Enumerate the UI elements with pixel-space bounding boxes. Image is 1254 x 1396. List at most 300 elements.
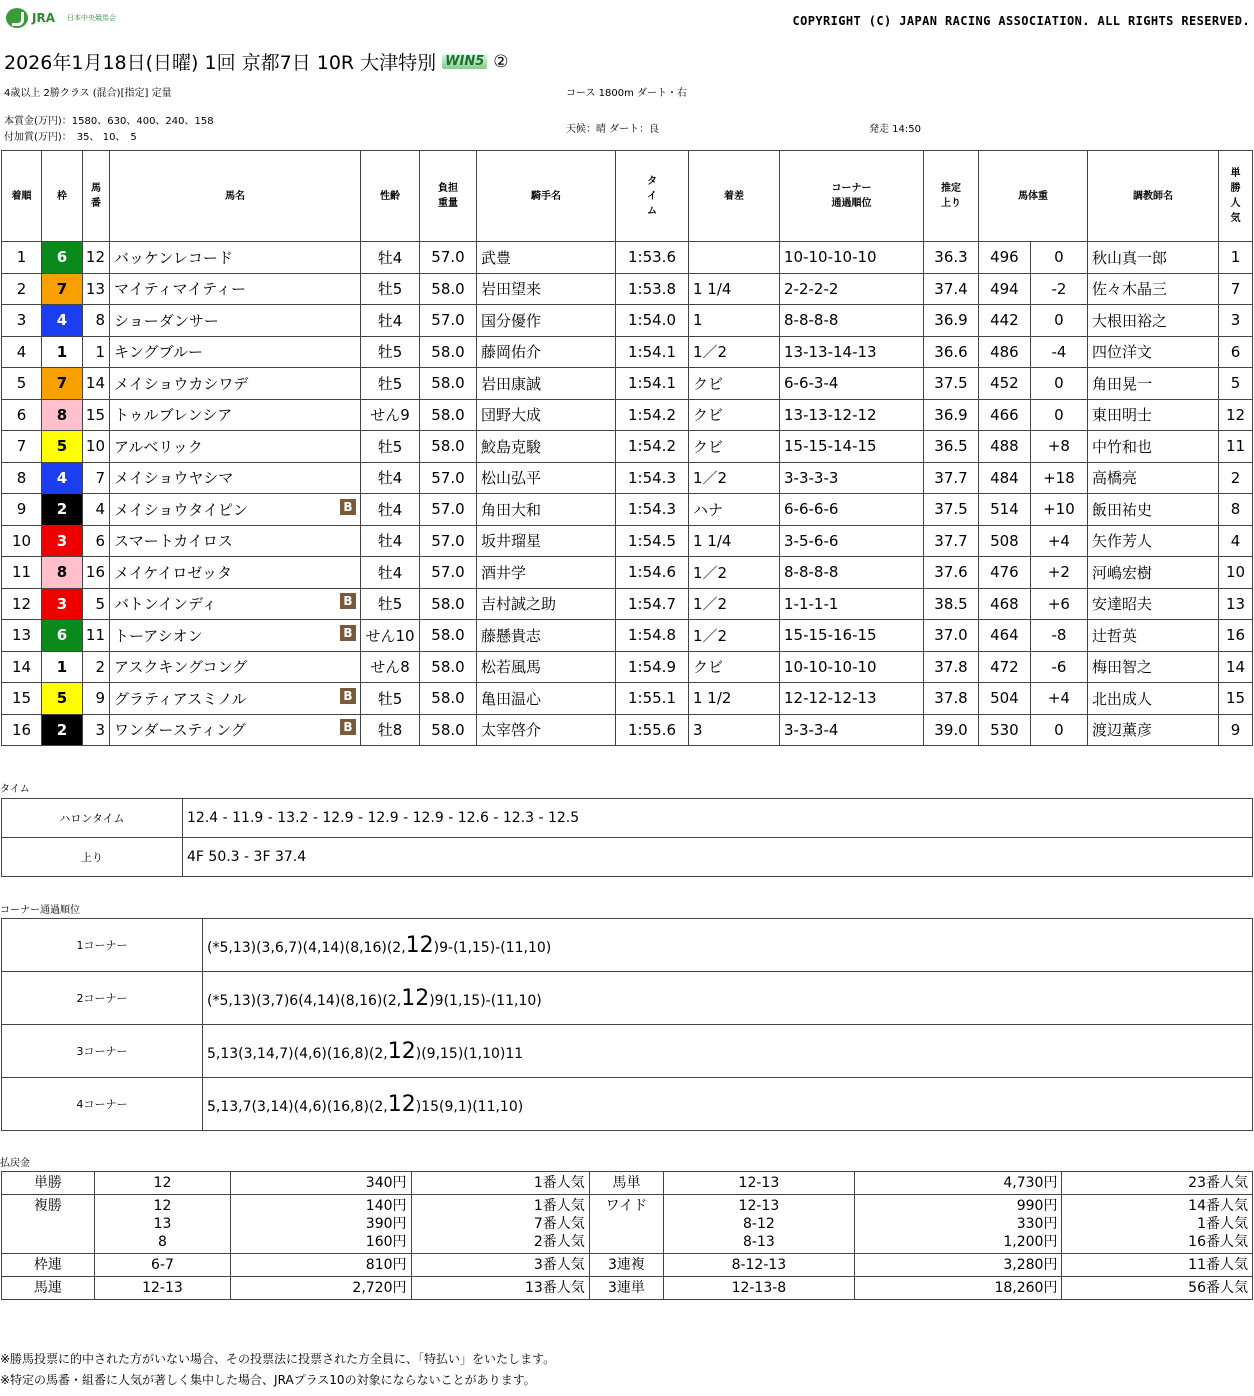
last-3f-cell: 36.9 bbox=[924, 305, 979, 337]
col-sexage: 性齢 bbox=[361, 151, 420, 242]
blinker-icon: B bbox=[340, 593, 356, 609]
bet-payout bbox=[231, 1172, 411, 1195]
win5-leg-number: ② bbox=[493, 51, 509, 72]
corner-label: 4コーナー bbox=[2, 1078, 203, 1131]
margin-cell: クビ bbox=[689, 651, 780, 683]
rank-cell: 13 bbox=[2, 620, 42, 652]
horse-number-cell: 3 bbox=[83, 714, 110, 746]
popularity-cell: 8 bbox=[1219, 494, 1253, 526]
col-body: 馬体重 bbox=[979, 151, 1088, 242]
sex-age-cell: せん9 bbox=[361, 399, 420, 431]
bet-number: 8 bbox=[157, 1234, 167, 1250]
col-jockey: 騎手名 bbox=[477, 151, 616, 242]
horse-name: ショーダンサー bbox=[114, 311, 219, 330]
body-diff-cell: +4 bbox=[1030, 683, 1087, 715]
weight-cell: 57.0 bbox=[420, 494, 477, 526]
weight-cell: 58.0 bbox=[420, 273, 477, 305]
corner-table bbox=[1, 918, 1253, 1131]
popularity-cell: 7 bbox=[1219, 273, 1253, 305]
horse-number-cell: 4 bbox=[83, 494, 110, 526]
margin-cell: 3 bbox=[689, 714, 780, 746]
horse-name: トーアシオン bbox=[114, 626, 203, 645]
popularity-rank: 2番人気 bbox=[533, 1234, 585, 1250]
bet-popularity bbox=[1062, 1277, 1253, 1300]
col-num: 馬 番 bbox=[83, 151, 110, 242]
corner-body bbox=[2, 919, 1253, 1131]
bet-number: 12-13 bbox=[738, 1175, 780, 1191]
popularity-rank: 1番人気 bbox=[533, 1175, 585, 1191]
bet-type: 複勝 bbox=[2, 1195, 95, 1254]
winner-number: 12 bbox=[405, 932, 434, 958]
waku-cell: 7 bbox=[42, 273, 83, 305]
popularity-rank: 1番人気 bbox=[533, 1198, 585, 1214]
result-row bbox=[2, 399, 1253, 431]
margin-cell: 1 bbox=[689, 305, 780, 337]
col-waku: 枠 bbox=[42, 151, 83, 242]
sex-age-cell: 牡5 bbox=[361, 683, 420, 715]
horse-number-cell: 10 bbox=[83, 431, 110, 463]
bet-popularity bbox=[1062, 1254, 1253, 1277]
trainer-cell: 四位洋文 bbox=[1088, 336, 1219, 368]
popularity-rank: 23番人気 bbox=[1188, 1175, 1248, 1191]
popularity-rank: 56番人気 bbox=[1188, 1280, 1248, 1296]
sex-age-cell: 牡5 bbox=[361, 588, 420, 620]
jockey-cell: 鮫島克駿 bbox=[477, 431, 616, 463]
bet-payout bbox=[854, 1195, 1062, 1254]
last-3f-cell: 37.7 bbox=[924, 525, 979, 557]
jockey-cell: 国分優作 bbox=[477, 305, 616, 337]
horse-name-cell bbox=[110, 462, 361, 494]
winner-number: 12 bbox=[401, 985, 430, 1011]
bet-payout bbox=[854, 1172, 1062, 1195]
body-diff-cell: 0 bbox=[1030, 399, 1087, 431]
popularity-cell: 9 bbox=[1219, 714, 1253, 746]
corner-label: 1コーナー bbox=[2, 919, 203, 972]
result-row bbox=[2, 273, 1253, 305]
trainer-cell: 角田晃一 bbox=[1088, 368, 1219, 400]
horse-name-cell bbox=[110, 242, 361, 274]
horse-name-cell bbox=[110, 620, 361, 652]
corner-row bbox=[2, 972, 1253, 1025]
popularity-cell: 2 bbox=[1219, 462, 1253, 494]
sex-age-cell: 牡5 bbox=[361, 336, 420, 368]
jockey-cell: 岩田望来 bbox=[477, 273, 616, 305]
horse-name-cell bbox=[110, 651, 361, 683]
bet-type: 馬連 bbox=[2, 1277, 95, 1300]
bet-payout bbox=[854, 1254, 1062, 1277]
waku-cell: 5 bbox=[42, 683, 83, 715]
last-3f-cell: 36.6 bbox=[924, 336, 979, 368]
horse-name-cell bbox=[110, 368, 361, 400]
horse-number-cell: 2 bbox=[83, 651, 110, 683]
body-weight-cell: 514 bbox=[979, 494, 1031, 526]
horse-number-cell: 16 bbox=[83, 557, 110, 589]
last-3f-cell: 37.5 bbox=[924, 494, 979, 526]
results-header-row bbox=[2, 151, 1253, 242]
time-cell: 1:54.7 bbox=[616, 588, 689, 620]
weight-cell: 57.0 bbox=[420, 557, 477, 589]
body-weight-cell: 488 bbox=[979, 431, 1031, 463]
sex-age-cell: 牡4 bbox=[361, 494, 420, 526]
note-1: ※勝馬投票に的中された方がいない場合、その投票法に投票された方全員に、「特払い」をいたします。 bbox=[0, 1352, 556, 1366]
corner-order-post: )(9,15)(1,10)11 bbox=[415, 1045, 524, 1062]
corner-order-cell: 3-3-3-3 bbox=[780, 462, 924, 494]
bet-numbers bbox=[94, 1195, 231, 1254]
rank-cell: 12 bbox=[2, 588, 42, 620]
corner-order-cell: 10-10-10-10 bbox=[780, 651, 924, 683]
payout-table bbox=[1, 1171, 1253, 1300]
popularity-cell: 10 bbox=[1219, 557, 1253, 589]
body-diff-cell: +6 bbox=[1030, 588, 1087, 620]
furlong-times: 12.4 - 11.9 - 13.2 - 12.9 - 12.9 - 12.9 - 12.6 - 12.3 - 12.5 bbox=[183, 799, 1253, 838]
result-row bbox=[2, 368, 1253, 400]
payout-amount: 4,730円 bbox=[1003, 1175, 1058, 1191]
popularity-cell: 12 bbox=[1219, 399, 1253, 431]
last-3f-cell: 36.9 bbox=[924, 399, 979, 431]
corner-order-pre: 5,13,7(3,14)(4,6)(16,8)(2, bbox=[207, 1098, 388, 1115]
waku-cell: 1 bbox=[42, 336, 83, 368]
horse-number-cell: 12 bbox=[83, 242, 110, 274]
waku-cell: 3 bbox=[42, 525, 83, 557]
weight-cell: 58.0 bbox=[420, 336, 477, 368]
waku-cell: 4 bbox=[42, 462, 83, 494]
trainer-cell: 大根田裕之 bbox=[1088, 305, 1219, 337]
bet-popularity bbox=[1062, 1195, 1253, 1254]
body-diff-cell: +2 bbox=[1030, 557, 1087, 589]
weight-cell: 58.0 bbox=[420, 368, 477, 400]
horse-name: トゥルブレンシア bbox=[114, 406, 233, 425]
bet-number: 8-12 bbox=[743, 1216, 775, 1232]
horse-number-cell: 14 bbox=[83, 368, 110, 400]
popularity-rank: 14番人気 bbox=[1188, 1198, 1248, 1214]
body-diff-cell: -2 bbox=[1030, 273, 1087, 305]
corner-order-post: )9-(1,15)-(11,10) bbox=[433, 939, 552, 956]
blinker-icon: B bbox=[340, 499, 356, 515]
corner-label: 2コーナー bbox=[2, 972, 203, 1025]
lap-row bbox=[2, 799, 1253, 838]
corner-order bbox=[203, 1025, 1253, 1078]
payout-amount: 1,200円 bbox=[1003, 1234, 1058, 1250]
rank-cell: 3 bbox=[2, 305, 42, 337]
jockey-cell: 亀田温心 bbox=[477, 683, 616, 715]
horse-name-cell bbox=[110, 557, 361, 589]
corner-order-pre: (*5,13)(3,6,7)(4,14)(8,16)(2, bbox=[207, 939, 406, 956]
corner-row bbox=[2, 1078, 1253, 1131]
result-row bbox=[2, 714, 1253, 746]
weight-cell: 58.0 bbox=[420, 588, 477, 620]
horse-name: グラティアスミノル bbox=[114, 689, 247, 708]
weight-cell: 58.0 bbox=[420, 714, 477, 746]
result-row bbox=[2, 305, 1253, 337]
winner-number: 12 bbox=[387, 1091, 416, 1117]
col-trainer: 調教師名 bbox=[1088, 151, 1219, 242]
last-3f-cell: 39.0 bbox=[924, 714, 979, 746]
last-3f-cell: 37.4 bbox=[924, 273, 979, 305]
rank-cell: 10 bbox=[2, 525, 42, 557]
body-weight-cell: 508 bbox=[979, 525, 1031, 557]
jra-logo bbox=[6, 8, 116, 28]
bet-type: 枠連 bbox=[2, 1254, 95, 1277]
corner-label: 3コーナー bbox=[2, 1025, 203, 1078]
time-cell: 1:54.8 bbox=[616, 620, 689, 652]
win5-badge: WIN5 bbox=[442, 54, 487, 69]
trainer-cell: 渡辺薫彦 bbox=[1088, 714, 1219, 746]
bet-type: ワイド bbox=[589, 1195, 663, 1254]
body-weight-cell: 484 bbox=[979, 462, 1031, 494]
popularity-rank: 3番人気 bbox=[533, 1257, 585, 1273]
weight-cell: 58.0 bbox=[420, 431, 477, 463]
corner-order-cell: 8-8-8-8 bbox=[780, 557, 924, 589]
weight-cell: 58.0 bbox=[420, 683, 477, 715]
result-row bbox=[2, 494, 1253, 526]
time-cell: 1:55.6 bbox=[616, 714, 689, 746]
horse-name-cell bbox=[110, 399, 361, 431]
weight-cell: 58.0 bbox=[420, 651, 477, 683]
bet-numbers bbox=[664, 1277, 855, 1300]
popularity-cell: 1 bbox=[1219, 242, 1253, 274]
last-3f-cell: 38.5 bbox=[924, 588, 979, 620]
corner-order bbox=[203, 1078, 1253, 1131]
margin-cell: クビ bbox=[689, 399, 780, 431]
payout-amount: 340円 bbox=[365, 1175, 407, 1191]
last-3f-cell: 37.8 bbox=[924, 683, 979, 715]
sex-age-cell: 牡4 bbox=[361, 525, 420, 557]
popularity-cell: 4 bbox=[1219, 525, 1253, 557]
agari-times: 4F 50.3 - 3F 37.4 bbox=[183, 838, 1253, 877]
corner-order-cell: 15-15-14-15 bbox=[780, 431, 924, 463]
payout-body bbox=[2, 1172, 1253, 1300]
bet-number: 12 bbox=[153, 1175, 172, 1191]
time-cell: 1:54.6 bbox=[616, 557, 689, 589]
rank-cell: 16 bbox=[2, 714, 42, 746]
time-cell: 1:54.2 bbox=[616, 431, 689, 463]
rank-cell: 1 bbox=[2, 242, 42, 274]
body-weight-cell: 504 bbox=[979, 683, 1031, 715]
race-title-row bbox=[4, 48, 509, 75]
horse-name: メイショウカシワデ bbox=[114, 374, 249, 393]
horse-name-cell bbox=[110, 273, 361, 305]
margin-cell: 1 1/4 bbox=[689, 525, 780, 557]
bet-number: 8-13 bbox=[743, 1234, 775, 1250]
bet-number: 12 bbox=[153, 1198, 172, 1214]
margin-cell: 1／2 bbox=[689, 620, 780, 652]
body-diff-cell: -4 bbox=[1030, 336, 1087, 368]
sex-age-cell: 牡5 bbox=[361, 273, 420, 305]
waku-cell: 6 bbox=[42, 242, 83, 274]
results-body bbox=[2, 242, 1253, 746]
result-row bbox=[2, 557, 1253, 589]
bet-number: 6-7 bbox=[151, 1257, 174, 1273]
rank-cell: 11 bbox=[2, 557, 42, 589]
corner-order-post: )15(9,1)(11,10) bbox=[415, 1098, 524, 1115]
corner-order-pre: 5,13(3,14,7)(4,6)(16,8)(2, bbox=[207, 1045, 388, 1062]
horse-name: マイティマイティー bbox=[114, 280, 247, 299]
bet-type: 3連単 bbox=[589, 1277, 663, 1300]
time-cell: 1:54.1 bbox=[616, 336, 689, 368]
body-diff-cell: 0 bbox=[1030, 714, 1087, 746]
blinker-icon: B bbox=[340, 688, 356, 704]
popularity-cell: 15 bbox=[1219, 683, 1253, 715]
payout-amount: 810円 bbox=[365, 1257, 407, 1273]
body-diff-cell: 0 bbox=[1030, 242, 1087, 274]
rank-cell: 7 bbox=[2, 431, 42, 463]
bet-numbers bbox=[94, 1277, 231, 1300]
corner-order-cell: 13-13-12-12 bbox=[780, 399, 924, 431]
time-cell: 1:54.2 bbox=[616, 399, 689, 431]
body-diff-cell: -8 bbox=[1030, 620, 1087, 652]
horse-number-cell: 8 bbox=[83, 305, 110, 337]
result-row bbox=[2, 431, 1253, 463]
rank-cell: 4 bbox=[2, 336, 42, 368]
body-weight-cell: 468 bbox=[979, 588, 1031, 620]
col-margin: 着差 bbox=[689, 151, 780, 242]
popularity-rank: 7番人気 bbox=[533, 1216, 585, 1232]
corner-row bbox=[2, 919, 1253, 972]
bet-number: 13 bbox=[153, 1216, 172, 1232]
corner-order-cell: 3-5-6-6 bbox=[780, 525, 924, 557]
page-header bbox=[0, 0, 1254, 36]
margin-cell: クビ bbox=[689, 431, 780, 463]
corner-order-cell: 2-2-2-2 bbox=[780, 273, 924, 305]
rank-cell: 14 bbox=[2, 651, 42, 683]
result-row bbox=[2, 651, 1253, 683]
bet-type: 3連複 bbox=[589, 1254, 663, 1277]
result-row bbox=[2, 336, 1253, 368]
horse-name: スマートカイロス bbox=[114, 532, 233, 551]
bet-type: 単勝 bbox=[2, 1172, 95, 1195]
jra-logo-icon bbox=[6, 8, 28, 28]
horse-number-cell: 1 bbox=[83, 336, 110, 368]
jockey-cell: 吉村誠之助 bbox=[477, 588, 616, 620]
body-weight-cell: 530 bbox=[979, 714, 1031, 746]
horse-number-cell: 7 bbox=[83, 462, 110, 494]
waku-cell: 8 bbox=[42, 399, 83, 431]
horse-name-cell bbox=[110, 336, 361, 368]
margin-cell: 1／2 bbox=[689, 462, 780, 494]
body-weight-cell: 452 bbox=[979, 368, 1031, 400]
weather-track: 天候：晴 ダート：良 bbox=[566, 124, 660, 135]
time-cell: 1:54.5 bbox=[616, 525, 689, 557]
corner-order-cell: 10-10-10-10 bbox=[780, 242, 924, 274]
bet-numbers bbox=[664, 1254, 855, 1277]
waku-cell: 2 bbox=[42, 494, 83, 526]
corner-section-label: コーナー通過順位 bbox=[0, 905, 80, 916]
payout-row bbox=[2, 1277, 1253, 1300]
sex-age-cell: せん8 bbox=[361, 651, 420, 683]
body-weight-cell: 476 bbox=[979, 557, 1031, 589]
weight-cell: 58.0 bbox=[420, 399, 477, 431]
body-weight-cell: 466 bbox=[979, 399, 1031, 431]
bet-popularity bbox=[1062, 1172, 1253, 1195]
result-row bbox=[2, 242, 1253, 274]
payout-amount: 990円 bbox=[1016, 1198, 1058, 1214]
payout-amount: 330円 bbox=[1016, 1216, 1058, 1232]
bet-popularity bbox=[411, 1195, 589, 1254]
body-diff-cell: 0 bbox=[1030, 368, 1087, 400]
jockey-cell: 太宰啓介 bbox=[477, 714, 616, 746]
weight-cell: 58.0 bbox=[420, 620, 477, 652]
body-diff-cell: 0 bbox=[1030, 305, 1087, 337]
sex-age-cell: 牡5 bbox=[361, 431, 420, 463]
horse-number-cell: 13 bbox=[83, 273, 110, 305]
horse-name-cell bbox=[110, 494, 361, 526]
bet-numbers bbox=[664, 1172, 855, 1195]
horse-number-cell: 11 bbox=[83, 620, 110, 652]
bet-number: 12-13 bbox=[738, 1198, 780, 1214]
corner-row bbox=[2, 1025, 1253, 1078]
result-row bbox=[2, 462, 1253, 494]
col-last: 推定 上り bbox=[924, 151, 979, 242]
payout-amount: 18,260円 bbox=[994, 1280, 1058, 1296]
jockey-cell: 松山弘平 bbox=[477, 462, 616, 494]
corner-order-cell: 8-8-8-8 bbox=[780, 305, 924, 337]
margin-cell: クビ bbox=[689, 368, 780, 400]
jockey-cell: 松若風馬 bbox=[477, 651, 616, 683]
popularity-cell: 13 bbox=[1219, 588, 1253, 620]
payout-amount: 390円 bbox=[365, 1216, 407, 1232]
body-diff-cell: +10 bbox=[1030, 494, 1087, 526]
last-3f-cell: 37.5 bbox=[924, 368, 979, 400]
agari-row bbox=[2, 838, 1253, 877]
sex-age-cell: 牡5 bbox=[361, 368, 420, 400]
bet-popularity bbox=[411, 1277, 589, 1300]
trainer-cell: 辻哲英 bbox=[1088, 620, 1219, 652]
last-3f-cell: 36.5 bbox=[924, 431, 979, 463]
result-row bbox=[2, 683, 1253, 715]
horse-name-cell bbox=[110, 525, 361, 557]
popularity-rank: 13番人気 bbox=[524, 1280, 585, 1296]
rank-cell: 2 bbox=[2, 273, 42, 305]
payout-amount: 3,280円 bbox=[1003, 1257, 1058, 1273]
popularity-cell: 16 bbox=[1219, 620, 1253, 652]
logo-text: JRA bbox=[32, 11, 55, 25]
payout-row bbox=[2, 1195, 1253, 1254]
time-cell: 1:54.3 bbox=[616, 494, 689, 526]
trainer-cell: 秋山真一郎 bbox=[1088, 242, 1219, 274]
horse-name: ワンダースティング bbox=[114, 721, 246, 740]
jockey-cell: 藤岡佑介 bbox=[477, 336, 616, 368]
rank-cell: 6 bbox=[2, 399, 42, 431]
payout-amount: 140円 bbox=[365, 1198, 407, 1214]
winner-number: 12 bbox=[387, 1038, 416, 1064]
waku-cell: 7 bbox=[42, 368, 83, 400]
weight-cell: 57.0 bbox=[420, 525, 477, 557]
rank-cell: 8 bbox=[2, 462, 42, 494]
bet-numbers bbox=[94, 1254, 231, 1277]
bet-payout bbox=[231, 1277, 411, 1300]
trainer-cell: 梅田智之 bbox=[1088, 651, 1219, 683]
time-section-label: タイム bbox=[0, 784, 30, 795]
race-conditions: 4歳以上 2勝クラス (混合)[指定] 定量 bbox=[4, 88, 172, 99]
race-title: 2026年1月18日(日曜) 1回 京都7日 10R 大津特別 bbox=[4, 52, 437, 74]
horse-name: キングブルー bbox=[114, 343, 203, 362]
waku-cell: 6 bbox=[42, 620, 83, 652]
horse-number-cell: 5 bbox=[83, 588, 110, 620]
furlong-label: ハロンタイム bbox=[2, 799, 183, 838]
bet-number: 12-13-8 bbox=[731, 1280, 787, 1296]
horse-name: メイショウヤシマ bbox=[114, 469, 234, 488]
corner-order-cell: 1-1-1-1 bbox=[780, 588, 924, 620]
payout-row bbox=[2, 1254, 1253, 1277]
payout-amount: 160円 bbox=[365, 1234, 407, 1250]
horse-name-cell bbox=[110, 305, 361, 337]
waku-cell: 1 bbox=[42, 651, 83, 683]
body-weight-cell: 494 bbox=[979, 273, 1031, 305]
margin-cell: 1／2 bbox=[689, 557, 780, 589]
popularity-cell: 11 bbox=[1219, 431, 1253, 463]
horse-name: メイケイロゼッタ bbox=[114, 563, 233, 582]
horse-name: バッケンレコード bbox=[114, 248, 233, 267]
